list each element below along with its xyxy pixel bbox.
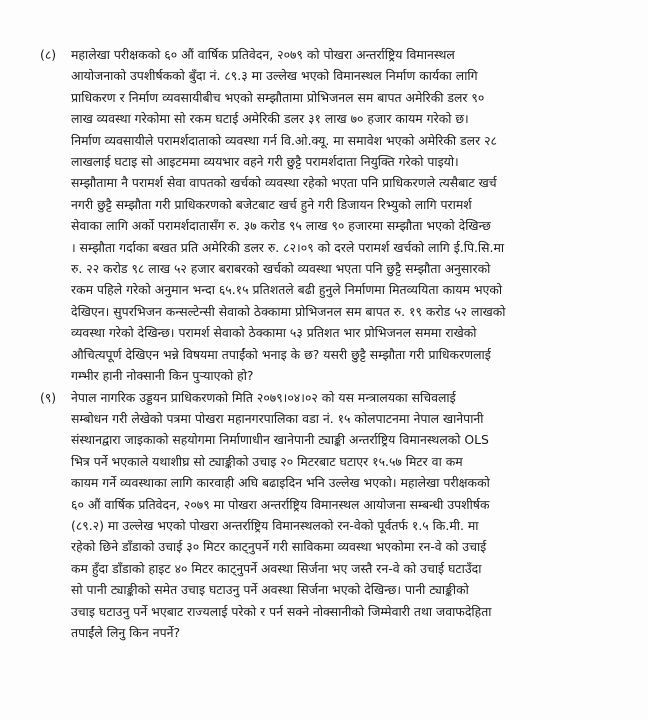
text-line: आयोजनाको उपशीर्षकको बुँदा नं. ८९.३ मा उल्लेख भएको विमानस्थल निर्माण कार्यका लागि: [71, 68, 478, 84]
text-line: सेवाका लागि अर्को परामर्शदातासँग रु. ३७ करोड ९५ लाख ९० हजारमा सम्झौता भएको देखिन्छ: [71, 218, 491, 234]
text-line: (८९.२) मा उल्लेख भएको पोखरा अन्तर्राष्ट्रिय विमानस्थलको रन-वेको पूर्वतर्फ १.५ कि.मी. मा: [71, 517, 479, 533]
item-number: (९): [40, 389, 57, 405]
list-item-9: [40, 387, 618, 644]
list-item-8: [40, 44, 618, 387]
item-number: (८): [40, 47, 57, 62]
text-line: ६० औं वार्षिक प्रतिवेदन, २०७९ मा पोखरा अन्तर्राष्ट्रिय विमानस्थल आयोजना सम्बन्धी उपशीर्षक: [71, 496, 490, 512]
text-line: महालेखा परीक्षकको ६० औं वार्षिक प्रतिवेदन, २०७९ को पोखरा अन्तर्राष्ट्रिय विमानस्थल: [71, 47, 455, 62]
text-line: । सम्झौता गर्दाका बखत प्रति अमेरिकी डलर रु. ८२।०९ को दरले परामर्श खर्चको लागि ई.पि.सि.मा: [71, 239, 505, 255]
text-line: निर्माण व्यवसायीले परामर्शदाताको व्यवस्था गर्न वि.ओ.क्यू. मा समावेश भएको अमेरिकी डलर २८: [71, 132, 497, 148]
text-line: औचित्यपूर्ण देखिएन भन्ने विषयमा तपाईंको भनाइ के छ? यसरी छुट्टै सम्झौता गरी प्राधिकरणलाई: [71, 346, 491, 362]
text-line: लाख व्यवस्था गरेकोमा सो रकम घटाई अमेरिकी डलर ३१ लाख ७० हजार कायम गरेको छ।: [71, 111, 469, 127]
item-paragraph: [71, 387, 618, 644]
text-line: रहेको छिने डाँडाको उचाई ३० मिटर काट्नुपर्ने गरी साविकमा व्यवस्था भएकोमा रन-वे को उचाई: [71, 539, 487, 555]
text-line: कायम गर्ने व्यवस्थाका लागि कारवाही अघि बढाइदिन भनि उल्लेख भएको। महालेखा परीक्षकको: [71, 475, 490, 491]
text-line: तपाईंले लिनु किन नपर्ने?: [71, 624, 181, 640]
text-line: रु. २२ करोड ९८ लाख ५२ हजार बराबरको खर्चको व्यवस्था भएता पनि छुट्टै सम्झौता अनुसारको: [71, 261, 491, 277]
text-line: कम हुँदा डाँडाको हाइट ४० मिटर काट्नुपर्ने अवस्था सिर्जना भए जस्तै रन-वे को उचाई घटाउँदा: [71, 560, 482, 576]
text-line: प्राधिकरण र निर्माण व्यवसायीबीच भएको सम्झौतामा प्रोभिजनल सम बापत अमेरिकी डलर ९०: [71, 89, 485, 105]
text-line: लाखलाई घटाइ सो आइटममा व्ययभार वहने गरी छुट्टै परामर्शदाता नियुक्ति गरेको पाइयो।: [71, 154, 459, 170]
text-line: संस्थानद्वारा जाइकाको सहयोगमा निर्माणाधीन खानेपानी ट्याङ्की अन्तर्राष्ट्रिय विमानस्थलको OLS: [71, 432, 489, 448]
text-line: सम्झौतामा नै परामर्श सेवा वापतको खर्चको व्यवस्था रहेको भएता पनि प्राधिकरणले त्यसैबाट खर्च: [71, 175, 497, 191]
text-line: भित्र पर्ने भएकाले यथाशीघ्र सो ट्याङ्कीको उचाइ २० मिटरबाट घटाएर १५.५७ मिटर वा कम: [71, 453, 463, 469]
question-list: [40, 44, 618, 643]
text-line: व्यवस्था गरेको देखिन्छ। परामर्श सेवाको ठेक्कामा ५३ प्रतिशत भार प्रोभिजनल सममा राखेको: [71, 325, 477, 341]
text-line: रकम पहिले गरेको अनुमान भन्दा ६५.१५ प्रतिशतले बढी हुनुले निर्माणमा मितव्ययिता कायम भएको: [71, 282, 503, 298]
item-paragraph: [71, 44, 618, 387]
text-line: उचाइ घटाउनु पर्ने भएबाट राज्यलाई परेको र पर्न सक्ने नोक्सानीको जिम्मेवारी तथा जवाफदेहिता: [71, 603, 492, 619]
text-line: सम्बोधन गरी लेखेको पत्रमा पोखरा महानगरपालिका वडा नं. १५ कोलपाटनमा नेपाल खानेपानी: [71, 410, 484, 426]
text-line: देखिएन। सुपरभिजन कन्सल्टेन्सी सेवाको ठेक्कामा प्रोभिजनल सम बापत रु. १९ करोड ५२ लाखको: [71, 303, 506, 319]
text-line: नगरी छुट्टै सम्झौता गरी प्राधिकरणको बजेटबाट खर्च हुने गरी डिजायन रिभ्युको लागि परामर्श: [71, 196, 472, 212]
text-line: गम्भीर हानी नोक्सानी किन पुऱ्याएको हो?: [71, 368, 254, 384]
text-line: नेपाल नागरिक उड्डयन प्राधिकरणको मिति २०७९।०४।०२ को यस मन्त्रालयका सचिवलाई: [71, 389, 456, 405]
text-line: सो पानी ट्याङ्कीको समेत उचाइ घटाउनु पर्ने अवस्था सिर्जना भएको देखिन्छ। पानी ट्याङ्कीको: [71, 582, 469, 598]
